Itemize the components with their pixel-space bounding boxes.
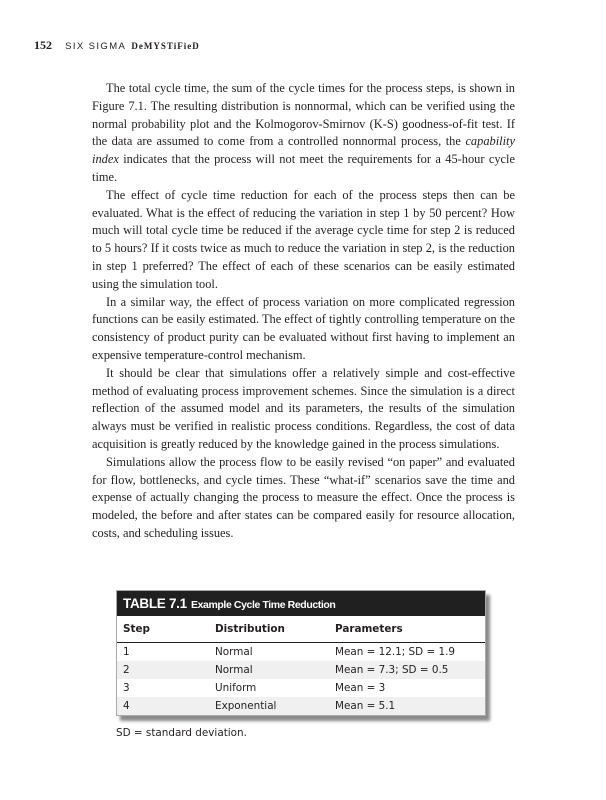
table-7-1 (116, 590, 486, 716)
column-header-step: Step (123, 623, 150, 635)
table-footnote: SD = standard deviation. (116, 727, 247, 739)
cell-distribution: Uniform (215, 682, 257, 694)
book-subtitle: DeMYSTiFieD (131, 41, 200, 51)
cell-parameters: Mean = 12.1; SD = 1.9 (329, 643, 485, 662)
cell-step: 2 (117, 661, 209, 679)
book-title: SIX SIGMA (65, 41, 127, 52)
emphasis-term: capability index (92, 134, 515, 167)
paragraph: In a similar way, the effect of process variation on more complicated regression functions can be easily estimated. The effect of tightly controlling temperature on the consistency of product purity can be evaluated without first having to implement an expensive temperature-control mechanism. (92, 294, 515, 362)
cell-distribution: Normal (209, 643, 329, 662)
paragraph: Simulations allow the process flow to be easily revised “on paper” and evaluated for flow, bottlenecks, and cycle times. These “what-if” scenarios save the time and expense of actually changing the process to measure the effect. Once the process is modeled, the before and after states can be compared easily for resource allocation, costs, and scheduling issues. (92, 454, 515, 540)
column-header-distribution: Distribution (215, 623, 285, 635)
table-header-row (117, 616, 485, 643)
table-row (117, 679, 485, 697)
paragraph: It should be clear that simulations offer a relatively simple and cost-effective method of evaluating process improvement schemes. Since the simulation is a direct reflection of the assumed model and its parameters, the results of the simulation always must be verified in realistic process conditions. Regardless, the cost of data acquisition is greatly reduced by the knowledge gained in the process simulations. (92, 365, 515, 451)
cell-step: 1 (117, 643, 209, 662)
cell-distribution: Normal (209, 661, 329, 679)
cell-distribution: Exponential (209, 697, 329, 715)
paragraph: The effect of cycle time reduction for each of the process steps then can be evaluated. What is the effect of reducing the variation in step 1 by 50 percent? How much will total cycle time be reduced if the average cycle time for step 2 is reduced to 5 hours? If it costs twice as much to reduce the variation in step 2, is the reduction in step 1 preferred? The effect of each of these scenarios can be easily estimated using the simulation tool. (92, 187, 515, 291)
table-number: TABLE 7.1 (123, 596, 187, 611)
table-caption: Example Cycle Time Reduction (191, 599, 336, 611)
cycle-time-table (117, 616, 485, 715)
running-header (34, 38, 200, 53)
paragraph: The total cycle time, the sum of the cycle times for the process steps, is shown in Figure 7.1. The resulting distribution is nonnormal, which can be verified using the normal probability plot and the Kolmogorov-Smirnov (K-S) goodness-of-fit test. If the data are assumed to come from a controlled nonnormal process, the capability index indicates that the process will not meet the requirements for a 45-hour cycle time. (92, 81, 515, 184)
table-row (117, 643, 485, 662)
table-row (117, 697, 485, 715)
cell-parameters: Mean = 5.1 (329, 697, 485, 715)
table-row (117, 661, 485, 679)
body-text (92, 80, 515, 543)
table-title-bar (117, 591, 485, 616)
column-header-parameters: Parameters (335, 623, 403, 635)
cell-parameters: Mean = 7.3; SD = 0.5 (329, 661, 485, 679)
cell-parameters: Mean = 3 (335, 682, 386, 694)
page-number: 152 (34, 38, 52, 52)
cell-step: 4 (117, 697, 209, 715)
cell-step: 3 (123, 682, 130, 694)
